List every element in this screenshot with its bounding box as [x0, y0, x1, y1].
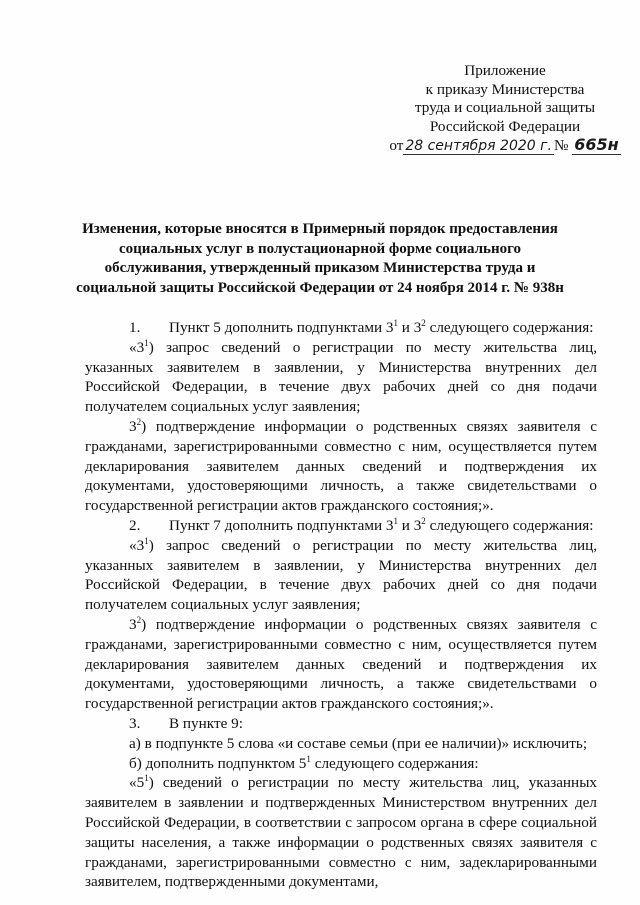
item-1-subpoint-3-2	[85, 417, 597, 516]
item-1-number: 1.	[129, 319, 141, 336]
title-line-3: обслуживания, утвержденный приказом Министерства труда и	[104, 260, 536, 276]
item-3-heading	[85, 714, 597, 734]
title-line-2: социальных услуг в полустационарной форме социального	[118, 240, 522, 257]
item-3-heading-text: В пункте 9:	[169, 714, 243, 732]
item-1-heading-text-a: Пункт 5 дополнить подпунктами 3	[169, 319, 394, 336]
item-1-p2-text: ) подтверждение информации о родственных связях заявителя с гражданами, зарегистрированными совместно с ним, осуществляется путем декларирования заявителем данных сведений и подтверждения их документами, удостоверяющими личность, а также свидетельствами о государственной регистрации актов гражданского состояния;».	[85, 417, 597, 515]
item-3-c-text: ) сведений о регистрации по месту жительства лиц, указанных заявителем в заявлении и подтвержденных Министерством внутренних дел Российской Федерации, в соответствии с запросом органа в сфере социальной защиты населения, а также информации о родственных связях заявителя с гражданами, зарегистрированными совместно с ним, задекларированными заявителем, подтвержденными документами,	[85, 774, 597, 891]
item-2-heading	[85, 516, 597, 536]
appendix-date-line	[380, 136, 630, 156]
appendix-line-2: к приказу Министерства	[425, 80, 585, 98]
item-1-sup-2: 2	[421, 318, 426, 328]
item-1-p1-sup: 1	[144, 337, 149, 348]
item-1-heading-text-c: следующего содержания:	[425, 319, 594, 336]
handwritten-date: 28 сентября 2020 г.	[405, 138, 552, 154]
item-2-subpoint-3-2	[85, 615, 597, 714]
item-1-heading-text-b: и 3	[397, 319, 422, 336]
title-line-1: Изменения, которые вносятся в Примерный порядок предоставления	[82, 221, 558, 237]
item-3-b-sup: 1	[306, 753, 311, 764]
item-3-subpoint-5-1	[85, 773, 597, 892]
item-2-p1-text: ) запрос сведений о регистрации по месту жительства лиц, указанных заявителем в заявлении, у Министерства внутренних дел Российской Федерации, в течение двух рабочих дней со дня подачи получателем социальных услуг заявления;	[85, 536, 597, 614]
item-2-p1-sup: 1	[144, 535, 149, 546]
item-1-heading	[85, 318, 597, 338]
item-1-p1-text: ) запрос сведений о регистрации по месту жительства лиц, указанных заявителем в заявлении, у Министерства внутренних дел Российской Федерации, в течение двух рабочих дней со дня подачи получателем социальных услуг заявления;	[85, 338, 597, 416]
appendix-line-1: Приложение	[464, 62, 546, 79]
item-1-p2-sup: 2	[136, 416, 142, 427]
item-1-p2-prefix: 3	[129, 417, 137, 435]
item-2-sup-1: 1	[393, 515, 398, 526]
item-3-subpoint-a: а) в подпункте 5 слова «и составе семьи (при ее наличии)» исключить;	[129, 734, 588, 752]
item-2-subpoint-3-1	[85, 536, 597, 615]
item-1-p1-prefix: «3	[129, 338, 145, 356]
appendix-line-3: труда и социальной защиты	[414, 99, 596, 116]
number-label: №	[553, 137, 569, 154]
item-3-c-sup: 1	[144, 773, 149, 784]
item-3-number: 3.	[129, 714, 141, 732]
document-body	[85, 318, 597, 892]
item-3-b-text-b: следующего содержания:	[310, 754, 479, 772]
item-2-p1-prefix: «3	[129, 536, 145, 554]
item-2-p2-prefix: 3	[129, 615, 137, 633]
item-2-heading-text-a: Пункт 7 дополнить подпунктами 3	[169, 516, 394, 534]
item-1-sup-1: 1	[393, 318, 398, 328]
item-3-c-prefix: «5	[129, 774, 145, 792]
item-2-heading-text-c: следующего содержания:	[425, 516, 594, 534]
item-1-subpoint-3-1	[85, 338, 597, 417]
handwritten-number: 665н	[574, 135, 619, 154]
item-2-number: 2.	[129, 516, 141, 534]
from-label: от	[389, 137, 404, 154]
document-title	[70, 220, 570, 298]
item-2-p2-text: ) подтверждение информации о родственных связях заявителя с гражданами, зарегистрированными совместно с ним, осуществляется путем декларирования заявителем данных сведений и подтверждения их документами, удостоверяющими личность, а также свидетельствами о государственной регистрации актов гражданского состояния;».	[85, 615, 597, 713]
item-3-subpoint-b	[85, 754, 597, 774]
item-2-p2-sup: 2	[136, 614, 142, 625]
appendix-line-4: Российской Федерации	[429, 117, 581, 135]
appendix-block	[380, 62, 630, 156]
item-3-b-text-a: б) дополнить подпунктом 5	[129, 754, 307, 772]
item-2-sup-2: 2	[421, 515, 426, 526]
title-line-4: социальной защиты Российской Федерации от 24 ноября 2014 г. № 938н	[76, 279, 564, 296]
item-2-heading-text-b: и 3	[397, 516, 422, 534]
